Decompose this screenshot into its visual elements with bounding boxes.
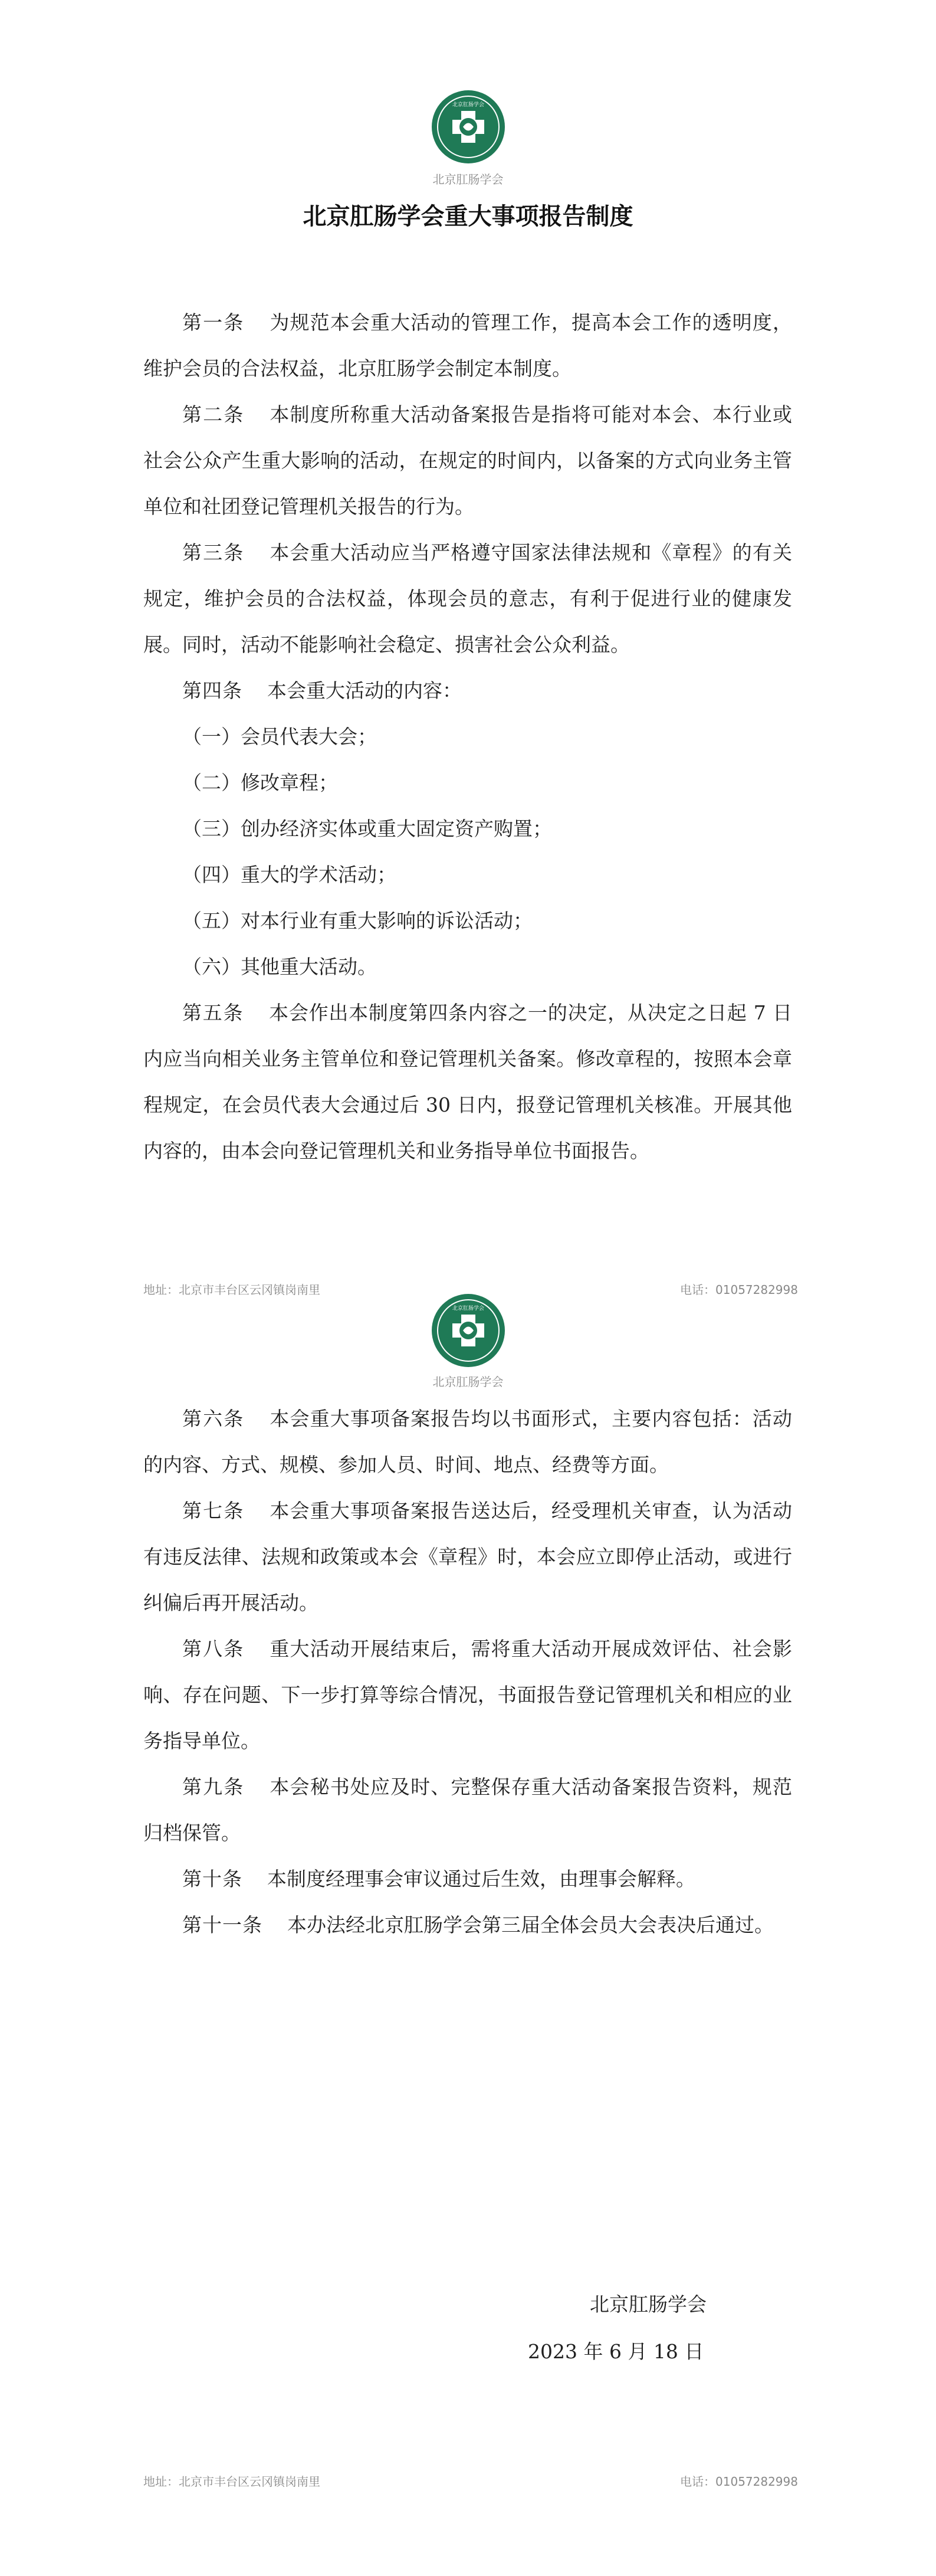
article-text: 为规范本会重大活动的管理工作，提高本会工作的透明度，维护会员的合法权益，北京肛肠学会制定本制度。 <box>143 311 793 380</box>
article-label: 第一条 <box>182 311 245 334</box>
footer-phone: 电话：01057282998 <box>680 1283 798 1297</box>
footer-phone: 电话：01057282998 <box>680 2475 798 2489</box>
logo-graphic <box>430 1292 507 1369</box>
article-text: 本办法经北京肛肠学会第三届全体会员大会表决后通过。 <box>287 1913 774 1936</box>
org-caption: 北京肛肠学会 <box>432 172 504 186</box>
article-label: 第五条 <box>182 1001 244 1024</box>
article-label: 第四条 <box>182 679 242 702</box>
list-item: （二）修改章程； <box>182 771 338 794</box>
logo-text: 北京肛肠学会 <box>452 1306 484 1312</box>
article-text: 本会重大活动应当严格遵守国家法律法规和《章程》的有关规定，维护会员的合法权益，体现会员的意志，有利于促进行业的健康发展。同时，活动不能影响社会稳定、损害社会公众利益。 <box>143 541 793 656</box>
article-text: 重大活动开展结束后，需将重大活动开展成效评估、社会影响、存在问题、下一步打算等综合情况，书面报告登记管理机关和相应的业务指导单位。 <box>143 1637 793 1752</box>
list-item: （六）其他重大活动。 <box>182 955 377 978</box>
page2-body <box>143 1396 792 1948</box>
article-text: 本会重大活动的内容： <box>267 679 462 702</box>
page-footer <box>143 2472 798 2490</box>
article-text: 本会作出本制度第四条内容之一的决定，从决定之日起 7 日内应当向相关业务主管单位和登记管理机关备案。修改章程的，按照本会章程规定，在会员代表大会通过后 30 日内，报登记管理机关核准。开展其他内容的，由本会向登记管理机关和业务指导单位书面报告。 <box>143 1001 793 1162</box>
signature-organization: 北京肛肠学会 <box>590 2293 707 2316</box>
article-text: 本会重大事项备案报告送达后，经受理机关审查，认为活动有违反法律、法规和政策或本会《章程》时，本会应立即停止活动，或进行纠偏后再开展活动。 <box>143 1499 793 1614</box>
footer-address: 地址：北京市丰台区云冈镇岗南里 <box>143 1283 320 1297</box>
article-text: 本制度经理事会审议通过后生效，由理事会解释。 <box>267 1867 695 1890</box>
org-caption: 北京肛肠学会 <box>432 1375 504 1389</box>
list-item: （五）对本行业有重大影响的诉讼活动； <box>182 909 533 932</box>
society-logo <box>430 1292 507 1369</box>
article-label: 第七条 <box>182 1499 245 1522</box>
document-title: 北京肛肠学会重大事项报告制度 <box>303 203 633 230</box>
article-text: 本会重大事项备案报告均以书面形式，主要内容包括：活动的内容、方式、规模、参加人员、时间、地点、经费等方面。 <box>143 1407 793 1476</box>
article-7 <box>143 1488 792 1626</box>
article-10 <box>143 1856 792 1902</box>
list-item: （三）创办经济实体或重大固定资产购置； <box>182 817 552 840</box>
article-label: 第六条 <box>182 1407 245 1430</box>
article-8 <box>143 1626 792 1764</box>
article-label: 第九条 <box>182 1775 245 1798</box>
signature-date: 2023 年 6 月 18 日 <box>528 2340 704 2363</box>
article-label: 第十条 <box>182 1867 242 1890</box>
logo-text: 北京肛肠学会 <box>452 102 484 108</box>
article-label: 第八条 <box>182 1637 245 1660</box>
article-label: 第三条 <box>182 541 245 564</box>
list-item: （一）会员代表大会； <box>182 725 377 748</box>
list-item: （四）重大的学术活动； <box>182 863 396 886</box>
article-label: 第十一条 <box>182 1913 262 1936</box>
article-text: 本会秘书处应及时、完整保存重大活动备案报告资料，规范归档保管。 <box>143 1775 793 1844</box>
article-9 <box>143 1764 792 1856</box>
article-6 <box>143 1396 792 1488</box>
article-11 <box>143 1902 792 1948</box>
article-text: 本制度所称重大活动备案报告是指将可能对本会、本行业或社会公众产生重大影响的活动，在规定的时间内，以备案的方式向业务主管单位和社团登记管理机关报告的行为。 <box>143 403 793 518</box>
article-label: 第二条 <box>182 403 245 426</box>
footer-address: 地址：北京市丰台区云冈镇岗南里 <box>143 2475 320 2489</box>
